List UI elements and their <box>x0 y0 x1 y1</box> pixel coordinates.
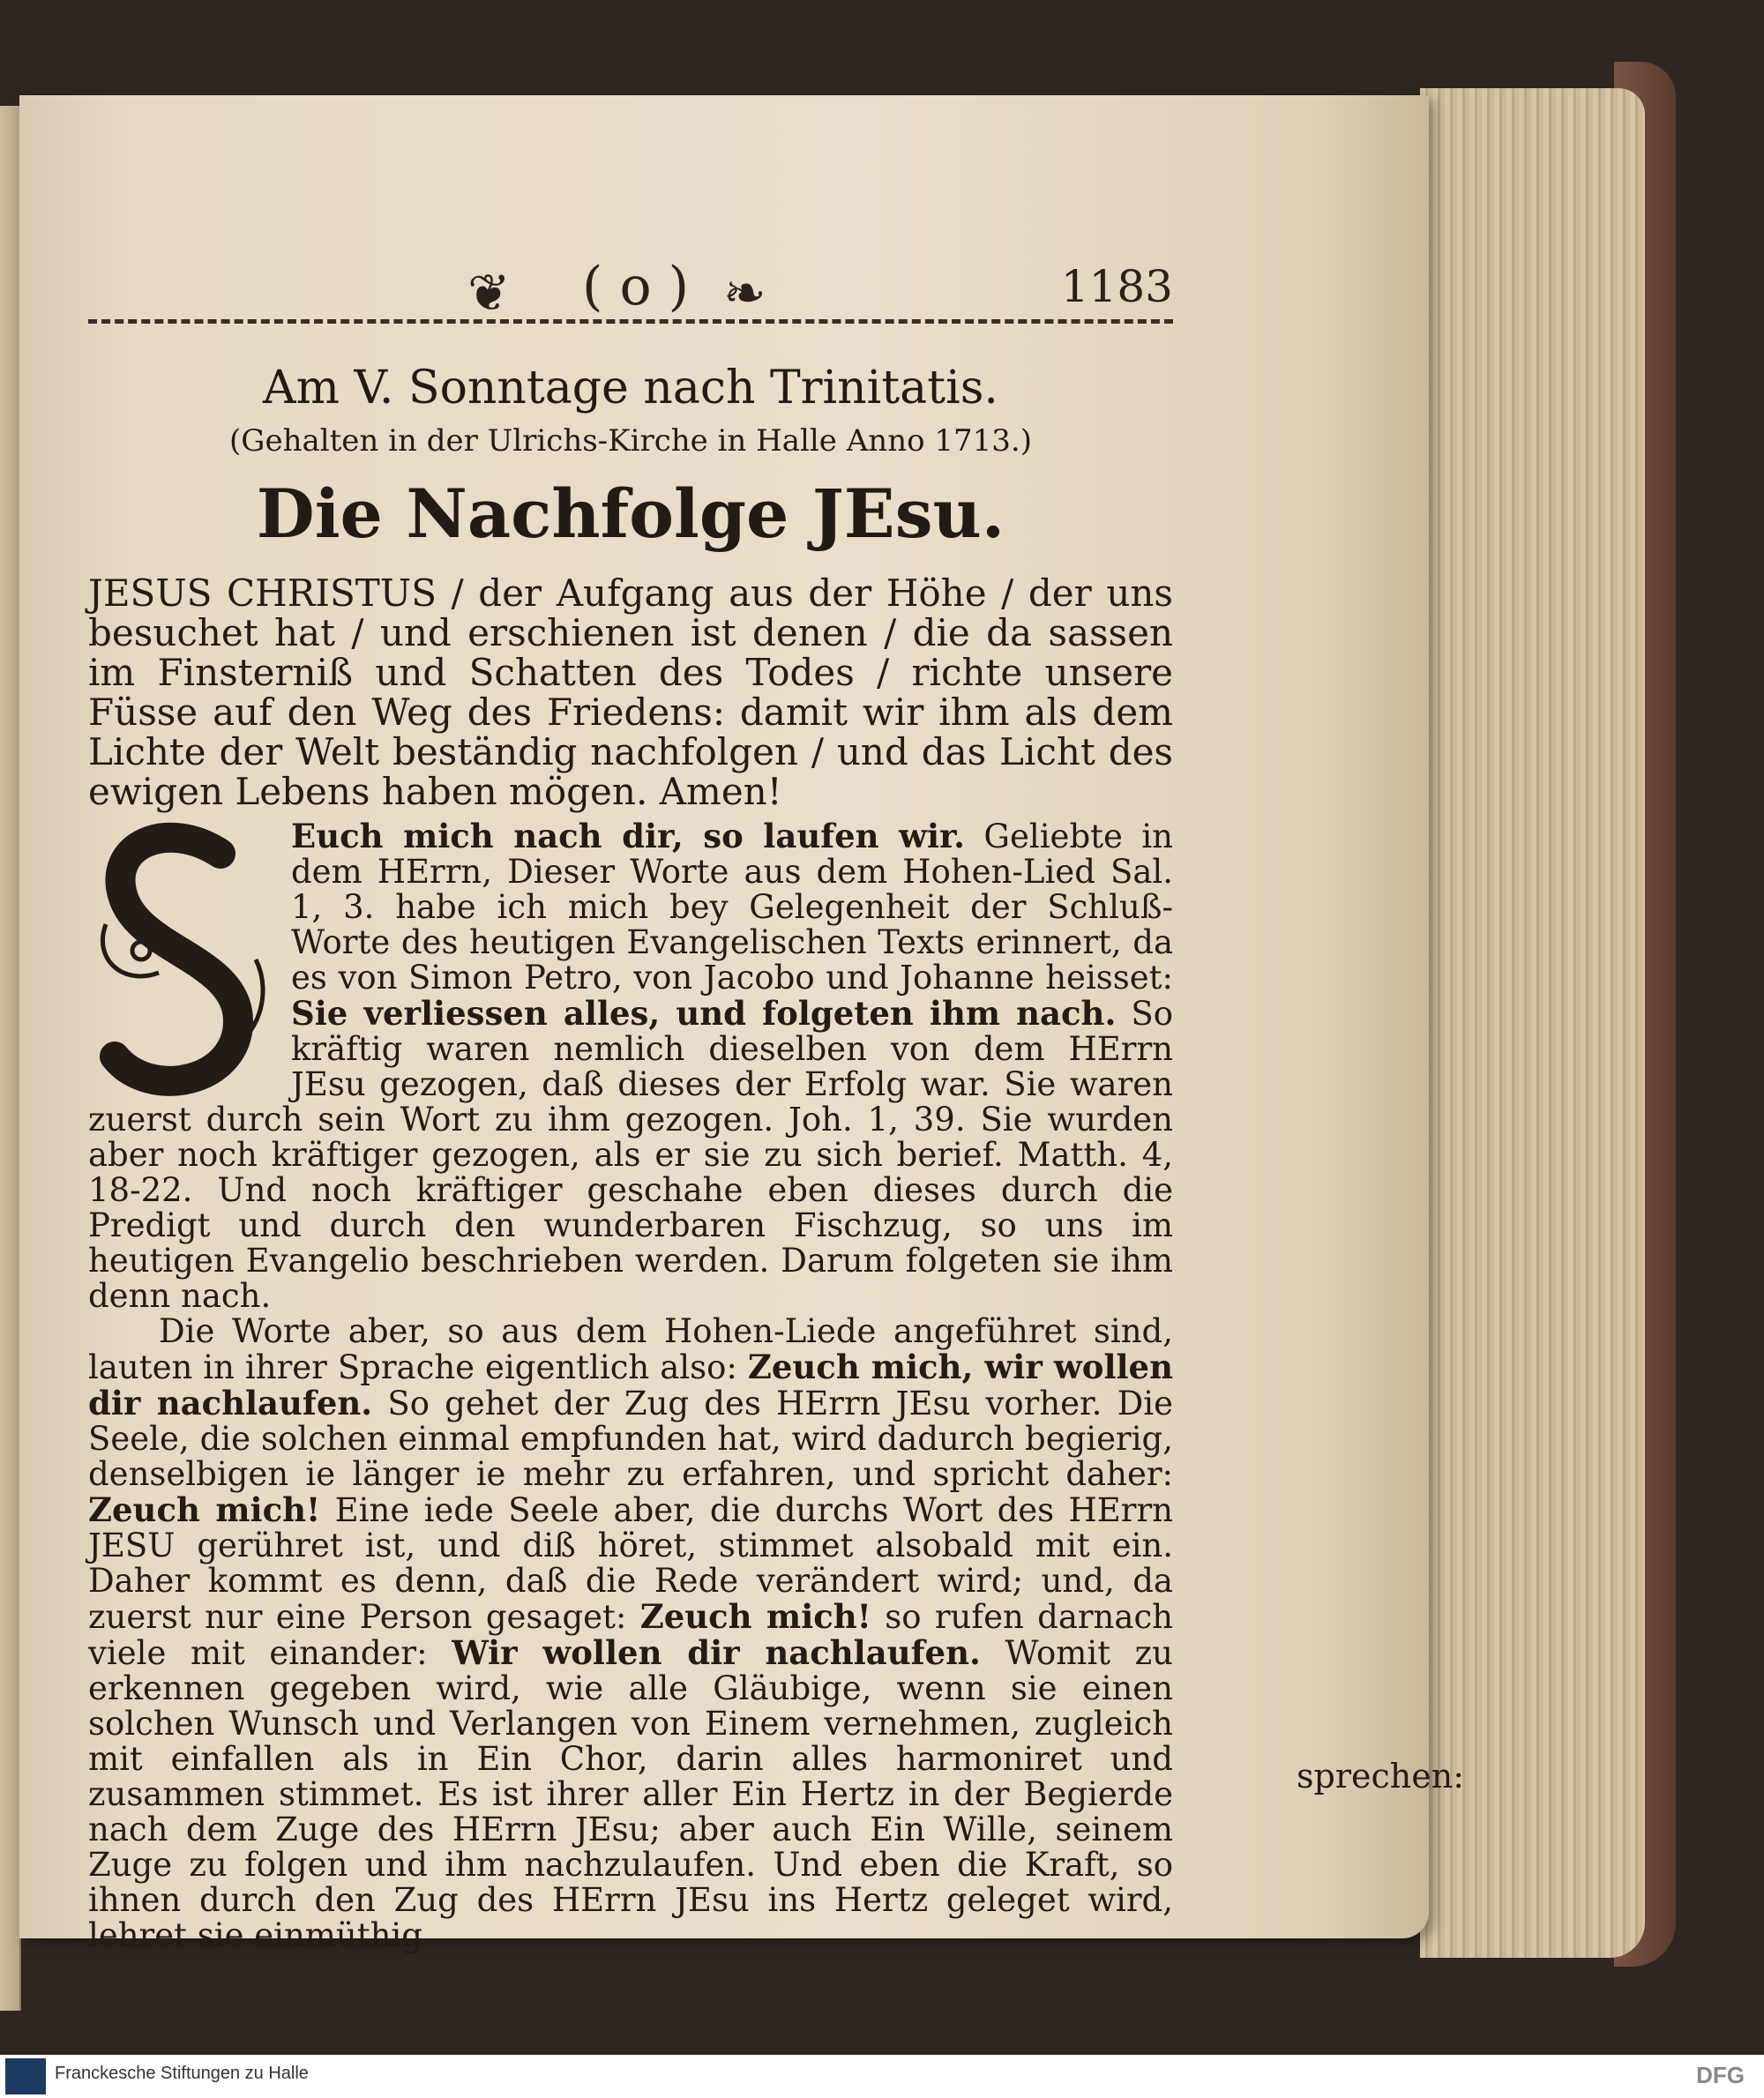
paragraph-2-text-e: Womit zu erkennen gegeben wird, wie alle Gläubige, wenn sie einen solchen Wunsch und Verlangen von Einem vernehmen, zugleich mit einfallen als in Ein Chor, darin alles harmoniret und zusammen stimmet. Es ist ihrer aller Ein Hertz in der Begierde nach dem Zuge des HErrn JEsu; aber auch Ein Wille, seinem Zuge zu folgen und ihm nachzulaufen. Und eben die Kraft, so ihnen durch den Zug des HErrn JEsu ins Hertz geleget wird, lehret sie einmüthig <box>88 1634 1174 1954</box>
header-rule <box>88 319 1173 324</box>
running-head <box>88 256 1173 326</box>
fleuron-right-icon: ❧ <box>723 263 766 323</box>
paragraph-2-text-a: Die Worte aber, so aus dem Hohen-Liede angeführet sind, lauten in ihrer Sprache eigentlich also: <box>88 1312 1173 1386</box>
left-page-edge <box>0 106 21 2011</box>
fleuron-left-icon: ❦ <box>467 263 511 323</box>
page-edges <box>1420 88 1645 1958</box>
catchword: sprechen: <box>1297 1757 1464 1796</box>
paragraph-1-text-b: So kräftig waren nemlich dieselben von dem HErrn JEsu gezogen, daß dieses der Erfolg war. Sie waren zuerst durch sein Wort zu ihm gezogen. Joh. 1, 39. Sie wurden aber noch kräftiger gezogen, als er sie zu sich berief. Matth. 4, 18-22. Und noch kräftiger geschahe eben dieses durch die Predigt und durch den wunderbaren Fischzug, so uns im heutigen Evangelio beschrieben werden. Darum folgeten sie ihm denn nach. <box>88 995 1173 1315</box>
institution-name[interactable]: Franckesche Stiftungen zu Halle <box>55 2064 309 2083</box>
scripture-lead: Euch mich nach dir, so laufen wir. <box>291 817 966 855</box>
scripture-quote: Sie verliessen alles, und folgeten ihm nach. <box>291 994 1117 1033</box>
sermon-body <box>88 818 1173 1953</box>
paragraph-1-text-a: Geliebte in dem HErrn, Dieser Worte aus dem Hohen-Lied Sal. 1, 3. habe ich mich bey Gelegenheit der Schluß-Worte des heutigen Evangelischen Texts erinnert, da es von Simon Petro, von Jacobo und Johanne heisset: <box>291 818 1173 997</box>
paragraph-2-text-b: So gehet der Zug des HErrn JEsu vorher. Die Seele, die solchen einmal empfunden hat, wird dadurch begierig, denselbigen ie länger ie mehr zu erfahren, und spricht daher: <box>88 1385 1173 1493</box>
quote-4: Wir wollen dir nachlaufen. <box>452 1633 981 1672</box>
page-marker: ( o ) <box>582 256 690 317</box>
decorated-initial-icon <box>88 818 273 1101</box>
viewer-footer <box>0 2055 1764 2098</box>
paragraph-2 <box>88 1314 1173 1953</box>
opening-prayer: JESUS CHRISTUS / der Aufgang aus der Höhe / der uns besuchet hat / und erschienen ist denen / die da sassen im Finsterniß und Schatten des Todes / richte unsere Füsse auf den Weg des Friedens: damit wir ihm als dem Lichte der Welt beständig nachfolgen / und das Licht des ewigen Lebens haben mögen. Amen! <box>88 571 1173 813</box>
dfg-logo[interactable]: DFG <box>1696 2062 1745 2088</box>
sermon-title: Die Nachfolge JEsu. <box>256 474 1005 553</box>
quote-2: Zeuch mich! <box>88 1490 321 1529</box>
quote-1: Zeuch mich, wir wollen dir nachlaufen. <box>88 1348 1174 1422</box>
quote-3: Zeuch mich! <box>639 1597 871 1636</box>
page-number: 1183 <box>1060 261 1173 312</box>
paragraph-2-text-d: so rufen darnach viele mit einander: <box>88 1598 1174 1672</box>
institution-logo[interactable] <box>5 2058 46 2094</box>
sermon-occasion: (Gehalten in der Ulrichs-Kirche in Halle Anno 1713.) <box>229 423 1032 459</box>
paragraph-2-text-c: Eine iede Seele aber, die durchs Wort des HErrn JESU gerühret ist, und diß höret, stimmet alsobald mit ein. Daher kommt es denn, daß die Rede verändert wird; und, da zuerst nur eine Person gesaget: <box>88 1491 1174 1636</box>
sunday-title: Am V. Sonntage nach Trinitatis. <box>263 362 998 414</box>
